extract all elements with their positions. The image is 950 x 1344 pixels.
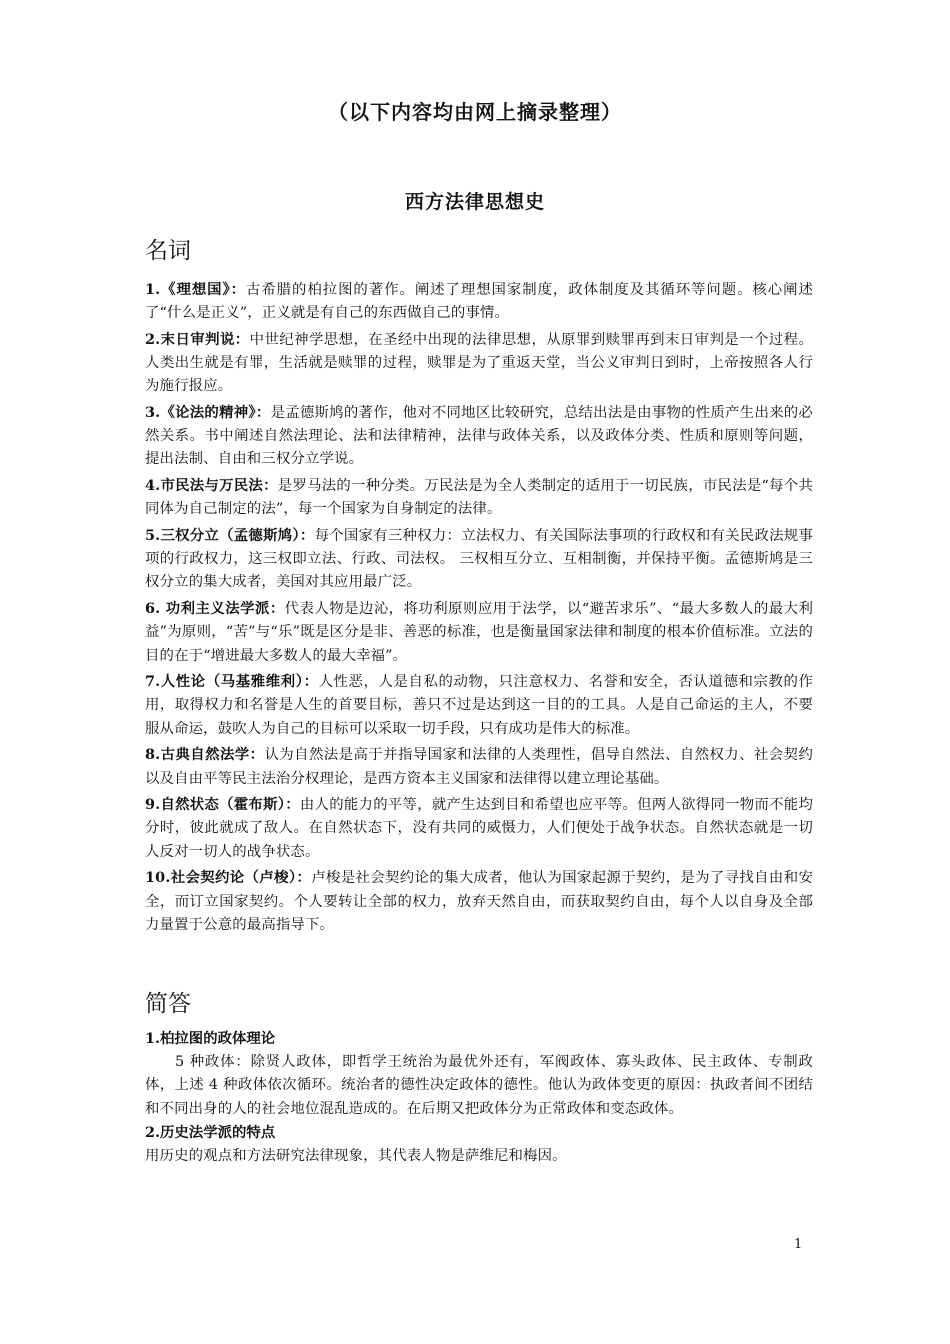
term-separator: ：	[285, 796, 300, 814]
qa-heading: 1.柏拉图的政体理论	[145, 1030, 276, 1047]
term-text: 中世纪神学思想，在圣经中出现的法律思想，从原罪到赎罪再到末日审判是一个过程。人类出生就是有罪，生活就是赎罪的过程，赎罪是为了重返天堂，当公义审判日到时，上帝按照各人行为施行报应。	[145, 331, 814, 395]
term-text: 古希腊的柏拉图的著作。阐述了理想国家制度，政体制度及其循环等问题。核心阐述了“什么是正义”，正义就是有自己的东西做自己的事情。	[145, 282, 813, 322]
term-entry	[145, 597, 813, 668]
term-separator: ：	[263, 477, 278, 495]
term-separator: ：	[299, 527, 315, 545]
qa-heading: 2.历史法学派的特点	[145, 1124, 276, 1141]
term-text: 每个国家有三种权力：立法权力、有关国际法事项的行政权和有关民政法规事项的行政权力，这三权即立法、行政、司法权。 三权相互分立、互相制衡，并保持平衡。孟德斯鸠是三权分立的集大成者，美国对其应用最广泛。	[145, 528, 814, 591]
term-separator: ：	[255, 404, 271, 422]
term-separator: ：	[296, 869, 312, 887]
section-heading-qa: 简答	[145, 991, 191, 1017]
term-text: 卢梭是社会契约论的集大成者，他认为国家起源于契约，是为了寻找自由和安全，而订立国家契约。个人要转让全部的权力，放弃天然自由，而获取契约自由，每个人以自身及全部力量置于公意的最高指导下。	[145, 870, 814, 933]
term-label: 2.末日审判说	[145, 330, 235, 348]
term-entry	[145, 328, 813, 399]
term-label: 1.《理想国》	[145, 281, 231, 298]
term-text: 由人的能力的平等，就产生达到目和希望也应平等。但两人欲得同一物而不能均分时，彼此就成了敌人。在自然状态下，没有共同的威慑力，人们便处于战争状态。自然状态就是一切人反对一切人的战争状态。	[145, 797, 813, 860]
term-entry	[145, 743, 813, 790]
term-label: 9.自然状态（霍布斯）	[145, 796, 286, 814]
term-label: 7.人性论（马基雅维利）	[145, 673, 304, 691]
term-entry	[145, 670, 813, 741]
page-number: 1	[794, 1237, 803, 1252]
term-text: 是孟德斯鸠的著作，他对不同地区比较研究，总结出法是由事物的性质产生出来的必然关系。书中阐述自然法理论、法和法律精神，法律与政体关系，以及政体分类、性质和原则等问题，提出法制、自由和三权分立学说。	[145, 405, 813, 468]
term-entry	[145, 401, 813, 472]
term-separator: ：	[249, 746, 265, 764]
term-entry	[145, 793, 813, 864]
qa-body: 5 种政体：除贤人政体，即哲学王统治为最优外还有，军阀政体、寡头政体、民主政体、专制政体，上述 4 种政体依次循环。统治者的德性决定政体的德性。他认为政体变更的原因：执政者间不团结和不同出身的人的社会地位混乱造成的。在后期又把政体分为正常政体和变态政体。	[145, 1053, 813, 1117]
term-separator: ：	[234, 330, 250, 348]
qa-body: 用历史的观点和方法研究法律现象，其代表人物是萨维尼和梅因。	[145, 1147, 567, 1164]
term-label: 10.社会契约论（卢梭）	[145, 869, 297, 887]
qa-list	[145, 1027, 813, 1168]
term-separator: ：	[230, 281, 247, 298]
term-text: 是罗马法的一种分类。万民法是为全人类制定的适用于一切民族，市民法是“每个共同体为自己制定的法”，每一个国家为自身制定的法律。	[145, 478, 813, 518]
term-label: 5.三权分立（孟德斯鸠）	[145, 527, 300, 545]
terms-list	[145, 278, 813, 939]
term-label: 4.市民法与万民法	[145, 477, 264, 495]
term-entry	[145, 474, 813, 521]
term-label: 8.古典自然法学	[145, 746, 250, 764]
term-entry	[145, 866, 813, 937]
document-title: 西方法律思想史	[404, 191, 545, 213]
term-label: 6. 功利主义法学派	[145, 600, 270, 618]
term-entry	[145, 278, 813, 325]
term-text: 认为自然法是高于并指导国家和法律的人类理性，倡导自然法、自然权力、社会契约以及自由平等民主法治分权理论，是西方资本主义国家和法律得以建立理论基础。	[145, 747, 813, 787]
term-separator: ：	[303, 673, 319, 691]
term-text: 人性恶，人是自私的动物，只注意权力、名誉和安全，否认道德和宗教的作用，取得权力和名誉是人生的首要目标，善只不过是达到这一目的的工具。人是自己命运的主人，不要服从命运，鼓吹人为自己的目标可以采取一切手段，只有成功是伟大的标准。	[145, 674, 814, 737]
term-text: 代表人物是边沁，将功利原则应用于法学，以“避苦求乐”、“最大多数人的最大利益”为原则，“苦”与“乐”既是区分是非、善恶的标准，也是衡量国家法律和制度的根本价值标准。立法的目的在于“增进最大多数人的最大幸福”。	[145, 601, 813, 664]
term-entry	[145, 524, 813, 595]
term-label: 3.《论法的精神》	[145, 404, 256, 422]
term-separator: ：	[269, 600, 285, 618]
document-subtitle: （以下内容均由网上摘录整理）	[328, 100, 622, 124]
section-heading-terms: 名词	[145, 238, 191, 264]
